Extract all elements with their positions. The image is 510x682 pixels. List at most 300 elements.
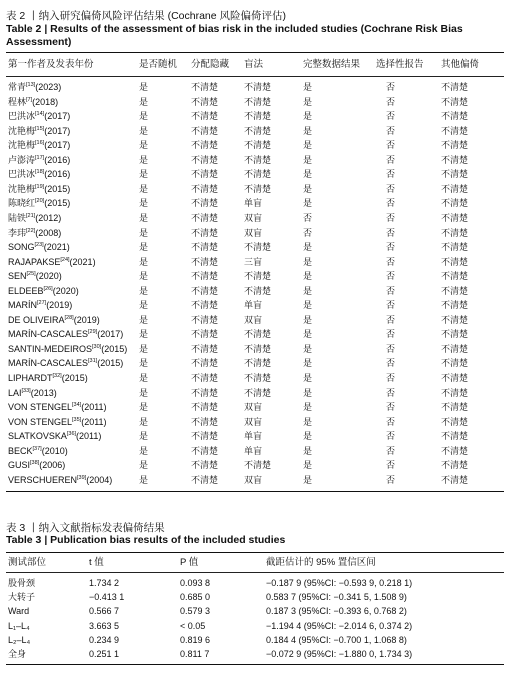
publication-year: (2015) — [44, 198, 71, 209]
blind-cell: 不清楚 — [244, 460, 272, 471]
blind-cell: 双盲 — [244, 474, 263, 485]
author-cell — [8, 96, 58, 108]
data-cell: 是 — [303, 256, 313, 267]
table2-header-other: 其他偏倚 — [441, 59, 480, 70]
author-cell — [8, 270, 62, 282]
reference-number: [25] — [26, 271, 36, 278]
data-cell: 否 — [303, 227, 313, 238]
publication-year: (2011) — [76, 431, 102, 442]
random-cell: 是 — [139, 212, 149, 223]
data-cell: 是 — [303, 96, 313, 107]
alloc-cell: 不清楚 — [191, 460, 219, 471]
selective-cell: 否 — [386, 329, 396, 340]
author-name: ELDEEB — [8, 285, 44, 296]
author-cell — [8, 387, 57, 399]
table2-bottom-rule — [6, 491, 504, 492]
other-cell: 不清楚 — [441, 183, 469, 194]
ci-cell: −1.194 4 (95%CI: −2.014 6, 0.374 2) — [266, 620, 413, 631]
alloc-cell: 不清楚 — [191, 212, 219, 223]
selective-cell: 否 — [386, 212, 396, 223]
random-cell: 是 — [139, 140, 149, 151]
selective-cell: 否 — [386, 154, 396, 165]
publication-year: (2019) — [73, 314, 100, 325]
selective-cell: 否 — [386, 387, 396, 398]
reference-number: [13] — [26, 82, 36, 88]
selective-cell: 否 — [386, 402, 396, 413]
publication-year: (2011) — [81, 416, 107, 427]
table3-header-ci: 截距估计的 95% 置信区间 — [266, 557, 376, 568]
author-cell — [8, 139, 70, 151]
table2-header-blind: 盲法 — [244, 59, 264, 70]
alloc-cell: 不清楚 — [191, 474, 219, 485]
author-cell — [8, 343, 127, 355]
reference-number: [7] — [26, 96, 33, 103]
random-cell: 是 — [139, 373, 149, 383]
author-name: SEN — [8, 271, 27, 282]
data-cell: 是 — [303, 416, 313, 427]
data-cell: 是 — [303, 183, 313, 194]
data-cell: 是 — [303, 314, 313, 325]
ci-cell: 0.184 4 (95%CI: −0.700 1, 1.068 8) — [266, 634, 407, 645]
selective-cell: 否 — [386, 198, 396, 209]
author-name: 巴洪冰 — [8, 169, 36, 180]
random-cell: 是 — [139, 329, 149, 340]
other-cell: 不清楚 — [441, 242, 469, 253]
author-name: MARÍN — [8, 300, 37, 311]
table2-row — [6, 183, 504, 195]
author-cell — [8, 241, 70, 253]
table3-row — [6, 620, 504, 632]
other-cell: 不清楚 — [441, 343, 469, 354]
table3-caption-cn: 表 3 丨纳入文献指标发表偏倚结果 — [6, 522, 165, 534]
reference-number: [32] — [52, 373, 62, 379]
table2-row — [6, 474, 504, 486]
table2-row — [6, 96, 504, 108]
author-name: 常青 — [8, 82, 27, 92]
alloc-cell: 不清楚 — [191, 227, 219, 238]
blind-cell: 单盲 — [244, 198, 263, 209]
random-cell: 是 — [139, 431, 149, 442]
data-cell: 是 — [303, 460, 313, 471]
table2-row — [6, 430, 504, 442]
random-cell: 是 — [139, 198, 149, 209]
author-name: SLATKOVSKA — [8, 431, 67, 442]
site-cell: 大转子 — [8, 592, 36, 603]
table2-row — [6, 357, 504, 369]
blind-cell: 不清楚 — [244, 358, 272, 369]
other-cell: 不清楚 — [441, 387, 469, 398]
other-cell: 不清楚 — [441, 140, 469, 151]
author-cell — [8, 154, 70, 166]
table3-top-rule — [6, 552, 504, 553]
other-cell: 不清楚 — [441, 285, 469, 296]
other-cell: 不清楚 — [441, 125, 469, 136]
data-cell: 是 — [303, 111, 313, 122]
selective-cell: 否 — [386, 256, 396, 267]
random-cell: 是 — [139, 358, 149, 369]
table2-row — [6, 314, 504, 326]
random-cell: 是 — [139, 242, 149, 253]
reference-number: [34] — [72, 402, 82, 409]
publication-year: (2019) — [46, 300, 73, 311]
other-cell: 不清楚 — [441, 314, 469, 325]
alloc-cell: 不清楚 — [191, 445, 219, 456]
table2-row — [6, 227, 504, 239]
publication-year: (2011) — [81, 402, 107, 413]
selective-cell: 否 — [386, 445, 396, 456]
author-cell — [8, 197, 70, 209]
table2-header-author: 第一作者及发表年份 — [8, 59, 94, 70]
t-value-cell: 0.251 1 — [89, 649, 120, 659]
author-cell — [8, 430, 101, 442]
publication-year: (2017) — [97, 329, 124, 340]
other-cell: 不清楚 — [441, 300, 469, 311]
site-cell: L₁–L₄ — [8, 620, 30, 631]
blind-cell: 单盲 — [244, 445, 263, 456]
table2-row — [6, 401, 504, 413]
p-value-cell: < 0.05 — [180, 620, 206, 631]
selective-cell: 否 — [386, 227, 396, 238]
blind-cell: 不清楚 — [244, 82, 272, 92]
selective-cell: 否 — [386, 271, 396, 282]
ci-cell: −0.072 9 (95%CI: −1.880 0, 1.734 3) — [266, 649, 413, 659]
blind-cell: 不清楚 — [244, 343, 272, 354]
table2-row — [6, 212, 504, 224]
site-cell: 股骨颈 — [8, 578, 36, 588]
table2-row — [6, 445, 504, 457]
reference-number: [33] — [21, 387, 31, 394]
table2-row — [6, 139, 504, 151]
data-cell: 是 — [303, 387, 313, 398]
author-cell — [8, 314, 100, 326]
publication-year: (2023) — [35, 82, 62, 92]
alloc-cell: 不清楚 — [191, 96, 219, 107]
alloc-cell: 不清楚 — [191, 358, 219, 369]
publication-year: (2020) — [35, 271, 62, 282]
author-name: 程林 — [8, 96, 27, 107]
alloc-cell: 不清楚 — [191, 314, 219, 325]
author-name: 沈艳梅 — [8, 125, 36, 136]
blind-cell: 不清楚 — [244, 373, 272, 383]
reference-number: [37] — [32, 445, 42, 452]
blind-cell: 不清楚 — [244, 140, 272, 151]
reference-number: [31] — [88, 358, 98, 365]
table2-caption-cn: 表 2 丨纳入研究偏倚风险评估结果 (Cochrane 风险偏倚评估) — [6, 10, 287, 22]
table2-row — [6, 168, 504, 180]
reference-number: [15] — [35, 125, 45, 132]
publication-year: (2020) — [52, 285, 79, 296]
reference-number: [35] — [72, 416, 82, 423]
table3-row — [6, 577, 504, 589]
author-name: LAI — [8, 387, 22, 398]
random-cell: 是 — [139, 300, 149, 311]
ci-cell: 0.187 3 (95%CI: −0.393 6, 0.768 2) — [266, 606, 407, 617]
data-cell: 是 — [303, 169, 313, 180]
site-cell: L₂–L₄ — [8, 634, 31, 645]
author-name: LIPHARDT — [8, 373, 53, 383]
table2-header-data: 完整数据结果 — [303, 59, 361, 70]
data-cell: 是 — [303, 285, 313, 296]
alloc-cell: 不清楚 — [191, 169, 219, 180]
t-value-cell: −0.413 1 — [89, 592, 125, 603]
random-cell: 是 — [139, 96, 149, 107]
data-cell: 是 — [303, 154, 313, 165]
random-cell: 是 — [139, 314, 149, 325]
site-cell: 全身 — [8, 649, 27, 659]
other-cell: 不清楚 — [441, 169, 469, 180]
selective-cell: 否 — [386, 431, 396, 442]
author-cell — [8, 416, 107, 428]
author-name: BECK — [8, 445, 33, 456]
data-cell: 是 — [303, 140, 313, 151]
table2-row — [6, 299, 504, 311]
selective-cell: 否 — [386, 285, 396, 296]
table3-header-t: t 值 — [89, 557, 104, 568]
publication-year: (2016) — [44, 154, 71, 165]
selective-cell: 否 — [386, 140, 396, 151]
random-cell: 是 — [139, 154, 149, 165]
other-cell: 不清楚 — [441, 111, 469, 122]
table2-row — [6, 387, 504, 399]
reference-number: [30] — [92, 343, 102, 350]
author-name: 陆铁 — [8, 212, 27, 223]
author-cell — [8, 125, 70, 137]
site-cell: Ward — [8, 606, 30, 617]
random-cell: 是 — [139, 416, 149, 427]
table2-row — [6, 459, 504, 471]
p-value-cell: 0.579 3 — [180, 606, 211, 617]
table2-row — [6, 241, 504, 253]
table2-row — [6, 125, 504, 137]
random-cell: 是 — [139, 183, 149, 194]
author-name: DE OLIVEIRA — [8, 314, 65, 325]
selective-cell: 否 — [386, 96, 396, 107]
random-cell: 是 — [139, 285, 149, 296]
reference-number: [14] — [35, 111, 45, 118]
t-value-cell: 1.734 2 — [89, 578, 120, 588]
publication-year: (2015) — [101, 343, 128, 354]
reference-number: [18] — [35, 169, 45, 176]
random-cell: 是 — [139, 111, 149, 122]
selective-cell: 否 — [386, 300, 396, 311]
publication-year: (2017) — [44, 140, 71, 151]
random-cell: 是 — [139, 82, 149, 92]
alloc-cell: 不清楚 — [191, 431, 219, 442]
blind-cell: 双盲 — [244, 314, 263, 325]
publication-year: (2015) — [61, 373, 88, 383]
reference-number: [38] — [30, 460, 40, 467]
other-cell: 不清楚 — [441, 329, 469, 340]
table2-header-selective: 选择性报告 — [376, 59, 424, 70]
author-cell — [8, 459, 65, 471]
selective-cell: 否 — [386, 373, 396, 383]
table3-caption-en: Table 3 | Publication bias results of the included studies — [6, 534, 286, 546]
table3-row — [6, 591, 504, 603]
blind-cell: 不清楚 — [244, 183, 272, 194]
author-name: MARÍN-CASCALES — [8, 358, 89, 369]
blind-cell: 不清楚 — [244, 154, 272, 165]
table3-row — [6, 648, 504, 660]
data-cell: 是 — [303, 242, 313, 253]
table2-row — [6, 372, 504, 384]
author-name: GUSI — [8, 460, 31, 471]
selective-cell: 否 — [386, 82, 396, 92]
table2-row — [6, 285, 504, 297]
data-cell: 是 — [303, 343, 313, 354]
table3-bottom-rule — [6, 664, 504, 665]
blind-cell: 双盲 — [244, 227, 263, 238]
blind-cell: 三盲 — [244, 256, 263, 267]
reference-number: [29] — [88, 329, 98, 336]
blind-cell: 不清楚 — [244, 329, 272, 340]
publication-year: (2013) — [30, 387, 57, 398]
publication-year: (2008) — [35, 227, 62, 238]
selective-cell: 否 — [386, 183, 396, 194]
publication-year: (2006) — [39, 460, 66, 471]
other-cell: 不清楚 — [441, 154, 469, 165]
data-cell: 否 — [303, 212, 313, 223]
reference-number: [26] — [43, 285, 53, 292]
blind-cell: 双盲 — [244, 416, 263, 427]
table2-row — [6, 81, 504, 93]
random-cell: 是 — [139, 402, 149, 413]
selective-cell: 否 — [386, 474, 396, 485]
reference-number: [21] — [26, 212, 36, 219]
author-cell — [8, 299, 72, 311]
reference-number: [39] — [77, 474, 87, 481]
table2-row — [6, 197, 504, 209]
blind-cell: 不清楚 — [244, 111, 272, 122]
alloc-cell: 不清楚 — [191, 271, 219, 282]
publication-year: (2010) — [41, 445, 68, 456]
reference-number: [36] — [66, 431, 77, 438]
blind-cell: 不清楚 — [244, 125, 272, 136]
table2-header-rule — [6, 76, 504, 77]
blind-cell: 单盲 — [244, 431, 263, 442]
publication-year: (2017) — [44, 111, 71, 122]
ci-cell: 0.583 7 (95%CI: −0.341 5, 1.508 9) — [266, 592, 407, 603]
data-cell: 是 — [303, 445, 313, 456]
table2-row — [6, 110, 504, 122]
reference-number: [16] — [35, 140, 45, 147]
data-cell: 是 — [303, 373, 313, 383]
blind-cell: 单盲 — [244, 300, 263, 311]
other-cell: 不清楚 — [441, 256, 469, 267]
blind-cell: 不清楚 — [244, 96, 272, 107]
author-cell — [8, 212, 61, 224]
table3-header-site: 测试部位 — [8, 557, 47, 568]
alloc-cell: 不清楚 — [191, 373, 219, 383]
publication-year: (2021) — [43, 242, 70, 253]
alloc-cell: 不清楚 — [191, 343, 219, 354]
publication-year: (2015) — [44, 183, 71, 194]
table2-caption-en: Table 2 | Results of the assessment of bias risk in the included studies (Cochrane Risk Bias Assessment) — [6, 23, 463, 48]
other-cell: 不清楚 — [441, 227, 469, 238]
selective-cell: 否 — [386, 111, 396, 122]
p-value-cell: 0.811 7 — [180, 649, 210, 659]
t-value-cell: 0.234 9 — [89, 634, 120, 645]
data-cell: 是 — [303, 474, 313, 485]
table3-header-rule — [6, 572, 504, 573]
reference-number: [17] — [35, 154, 45, 161]
random-cell: 是 — [139, 271, 149, 282]
table2-row — [6, 256, 504, 268]
reference-number: [19] — [35, 183, 45, 190]
other-cell: 不清楚 — [441, 82, 469, 92]
author-name: SONG — [8, 242, 35, 253]
author-cell — [8, 357, 123, 369]
table2-row — [6, 328, 504, 340]
reference-number: [22] — [26, 227, 36, 234]
author-name: RAJAPAKSE — [8, 256, 61, 267]
random-cell: 是 — [139, 474, 149, 485]
blind-cell: 不清楚 — [244, 242, 272, 253]
selective-cell: 否 — [386, 460, 396, 471]
other-cell: 不清楚 — [441, 445, 469, 456]
alloc-cell: 不清楚 — [191, 285, 219, 296]
reference-number: [27] — [37, 300, 47, 307]
data-cell: 是 — [303, 300, 313, 311]
alloc-cell: 不清楚 — [191, 329, 219, 340]
random-cell: 是 — [139, 169, 149, 180]
publication-year: (2015) — [97, 358, 124, 369]
blind-cell: 不清楚 — [244, 169, 272, 180]
alloc-cell: 不清楚 — [191, 140, 219, 151]
table2-row — [6, 416, 504, 428]
random-cell: 是 — [139, 445, 149, 456]
random-cell: 是 — [139, 125, 149, 136]
author-cell — [8, 474, 112, 486]
data-cell: 是 — [303, 125, 313, 136]
publication-year: (2021) — [69, 256, 96, 267]
publication-year: (2004) — [86, 474, 113, 485]
alloc-cell: 不清楚 — [191, 198, 219, 209]
other-cell: 不清楚 — [441, 271, 469, 282]
other-cell: 不清楚 — [441, 358, 469, 369]
alloc-cell: 不清楚 — [191, 111, 219, 122]
blind-cell: 双盲 — [244, 212, 263, 223]
author-cell — [8, 227, 61, 239]
table2-row — [6, 270, 504, 282]
blind-cell: 不清楚 — [244, 285, 272, 296]
random-cell: 是 — [139, 460, 149, 471]
other-cell: 不清楚 — [441, 198, 469, 209]
author-cell — [8, 401, 107, 413]
data-cell: 是 — [303, 358, 313, 369]
reference-number: [20] — [35, 198, 45, 205]
author-name: 巴洪冰 — [8, 111, 36, 122]
author-name: 卢澎涛 — [8, 154, 36, 165]
alloc-cell: 不清楚 — [191, 416, 219, 427]
other-cell: 不清楚 — [441, 212, 469, 223]
other-cell: 不清楚 — [441, 431, 469, 442]
alloc-cell: 不清楚 — [191, 402, 219, 413]
selective-cell: 否 — [386, 416, 396, 427]
t-value-cell: 0.566 7 — [89, 606, 120, 617]
reference-number: [28] — [64, 314, 74, 321]
alloc-cell: 不清楚 — [191, 242, 219, 253]
author-name: 沈艳梅 — [8, 183, 36, 194]
author-cell — [8, 81, 61, 93]
other-cell: 不清楚 — [441, 373, 469, 383]
data-cell: 是 — [303, 431, 313, 442]
alloc-cell: 不清楚 — [191, 256, 219, 267]
author-name: MARÍN-CASCALES — [8, 329, 89, 340]
author-name: VERSCHUEREN — [8, 474, 78, 485]
author-name: 沈艳梅 — [8, 140, 36, 151]
other-cell: 不清楚 — [441, 460, 469, 471]
p-value-cell: 0.685 0 — [180, 592, 211, 603]
